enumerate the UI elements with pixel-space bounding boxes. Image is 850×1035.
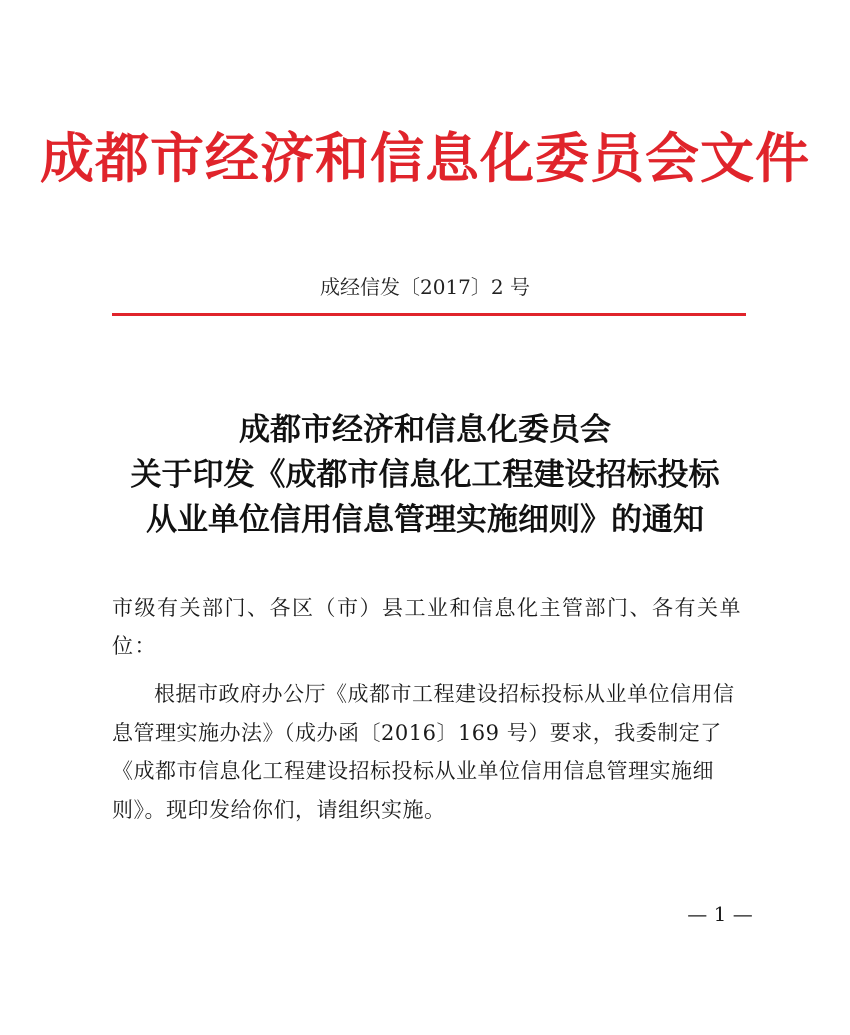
document-masthead: 成都市经济和信息化委员会文件 — [40, 126, 810, 190]
title-line-2: 关于印发《成都市信息化工程建设招标投标 — [130, 457, 720, 493]
body-paragraph: 根据市政府办公厅《成都市工程建设招标投标从业单位信用信息管理实施办法》（成办函〔2016〕169 号）要求，我委制定了《成都市信息化工程建设招标投标从业单位信用信息管理实施细则》。现印发给你们，请组织实施。 — [112, 682, 735, 822]
red-divider-line — [112, 313, 746, 316]
title-line-3: 从业单位信用信息管理实施细则》的通知 — [146, 502, 704, 538]
document-number: 成经信发〔2017〕2 号 — [320, 275, 530, 299]
title-line-1: 成都市经济和信息化委员会 — [239, 412, 611, 448]
page-number: — 1 — — [687, 902, 753, 926]
salutation: 市级有关部门、各区（市）县工业和信息化主管部门、各有关单位： — [112, 596, 742, 658]
document-title — [60, 408, 790, 543]
